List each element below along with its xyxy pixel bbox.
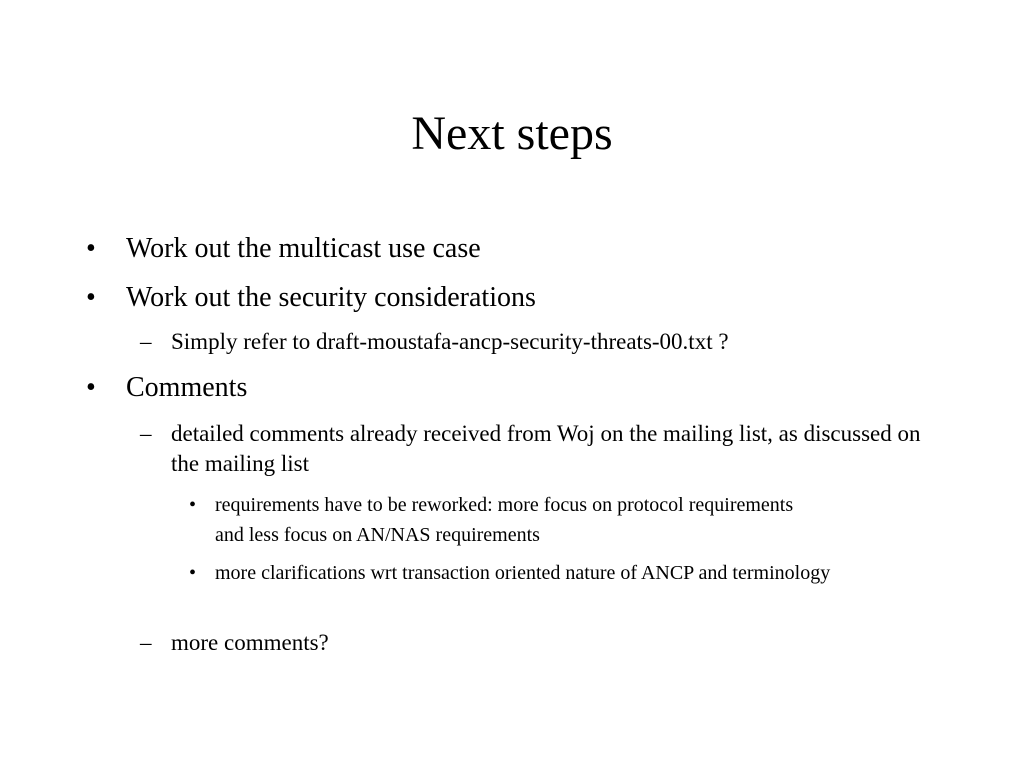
- sub-list-item-text: Simply refer to draft-moustafa-ancp-security-threats-00.txt ?: [171, 329, 729, 354]
- dash-marker: –: [140, 630, 152, 655]
- bullet-marker: •: [86, 233, 96, 264]
- dash-marker: –: [140, 421, 152, 446]
- bullet-marker: •: [86, 282, 96, 313]
- list-item-text: Comments: [126, 372, 248, 403]
- bullet-marker: •: [189, 494, 197, 516]
- sub-sub-list-item-text: more clarifications wrt transaction oriented nature of ANCP and terminology: [215, 562, 831, 584]
- dash-marker: –: [140, 329, 152, 354]
- list-item-text: Work out the multicast use case: [126, 233, 481, 264]
- slide-title: Next steps: [411, 107, 613, 160]
- bullet-marker: •: [189, 562, 197, 584]
- sub-list-item-text: more comments?: [171, 630, 329, 655]
- sub-sub-list-item-text: requirements have to be reworked: more focus on protocol requirements and less focus on AN/NAS requirements: [215, 494, 794, 546]
- sub-list-item-text: detailed comments already received from Woj on the mailing list, as discussed on the mailing list: [171, 421, 921, 476]
- list-item-text: Work out the security considerations: [126, 282, 536, 313]
- bullet-marker: •: [86, 372, 96, 403]
